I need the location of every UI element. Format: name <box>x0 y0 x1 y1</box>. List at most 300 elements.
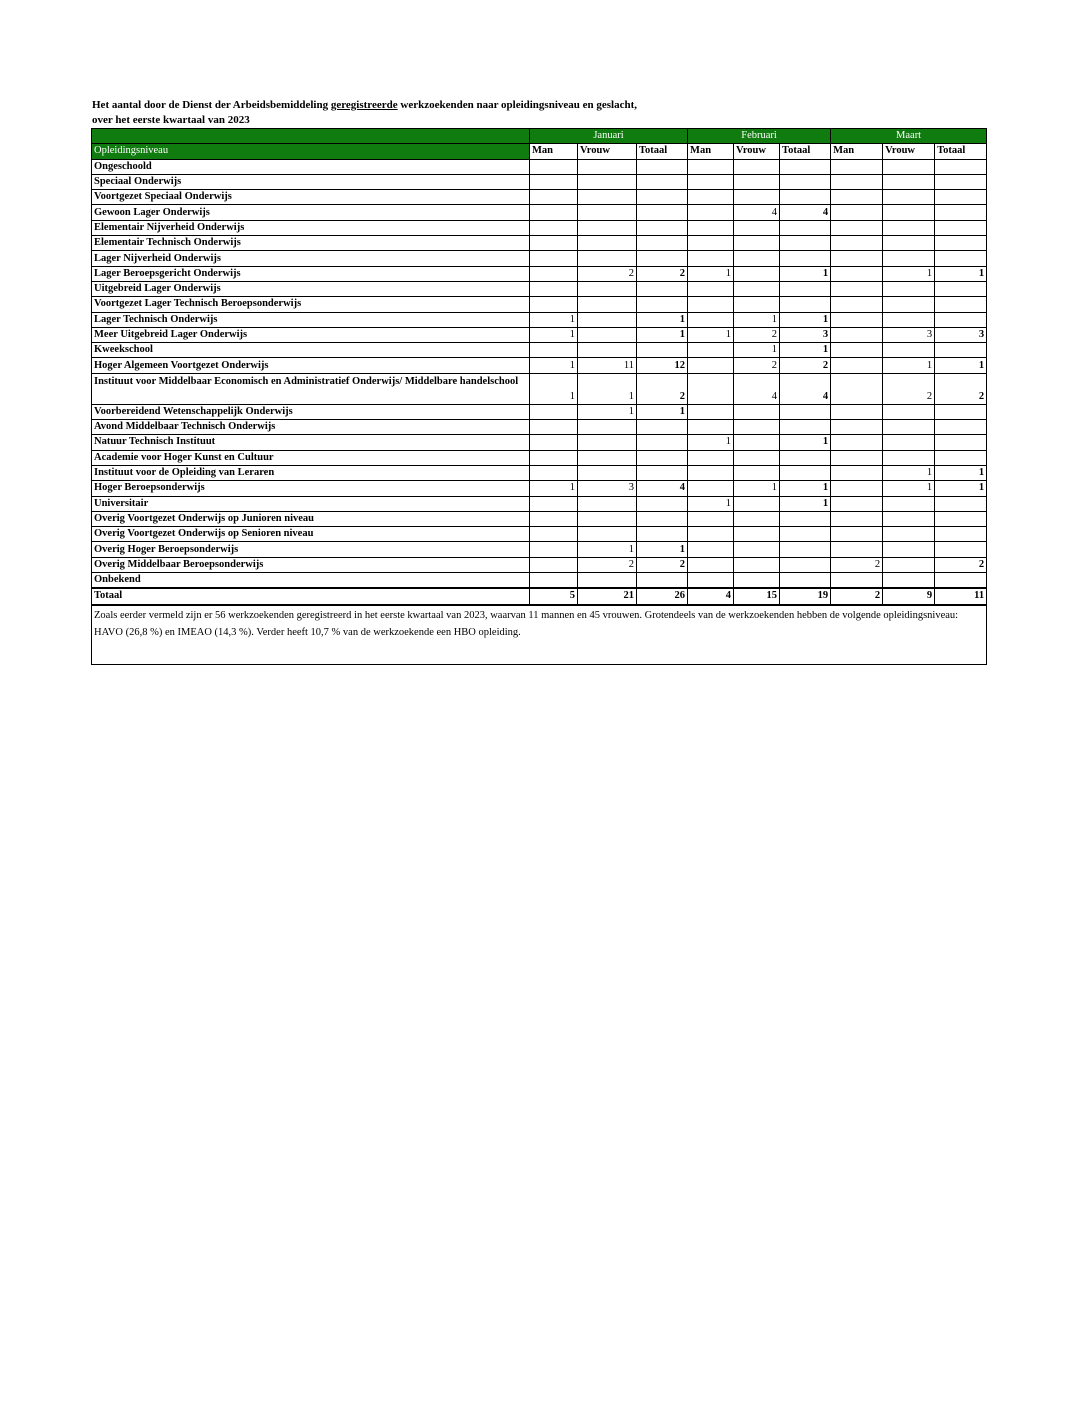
value-cell <box>530 527 578 542</box>
row-total-cell <box>637 159 688 174</box>
value-cell <box>688 542 734 557</box>
value-cell <box>831 190 883 205</box>
value-cell <box>831 343 883 358</box>
value-cell: 1 <box>530 373 578 404</box>
value-cell <box>688 527 734 542</box>
row-total-cell: 4 <box>637 481 688 496</box>
row-total-cell: 1 <box>780 496 831 511</box>
table-row <box>92 205 987 220</box>
row-total-cell: 4 <box>780 205 831 220</box>
row-total-cell <box>935 312 987 327</box>
row-total-cell <box>780 557 831 572</box>
row-total-cell: 1 <box>637 542 688 557</box>
value-cell <box>578 281 637 296</box>
header-row-months <box>92 129 987 144</box>
value-cell <box>578 465 637 480</box>
value-cell <box>530 343 578 358</box>
row-label: Overig Voortgezet Onderwijs op Junioren niveau <box>92 511 530 526</box>
row-total-cell <box>935 343 987 358</box>
value-cell: 1 <box>578 542 637 557</box>
row-total-cell <box>780 511 831 526</box>
row-total-cell <box>780 297 831 312</box>
summary-note: Zoals eerder vermeld zijn er 56 werkzoekenden geregistreerd in het eerste kwartaal van 2023, waarvan 11 mannen en 45 vrouwen. Grotendeels van de werkzoekenden hebben de volgende opleidingsniveau: HAVO (26,8 %) en IMEAO (14,3 %). Verder heeft 10,7 % van de werkzoekende een HBO opleiding. <box>92 605 987 665</box>
value-cell <box>530 557 578 572</box>
value-cell <box>883 236 935 251</box>
value-cell: 2 <box>578 266 637 281</box>
value-cell <box>883 251 935 266</box>
row-label: Lager Technisch Onderwijs <box>92 312 530 327</box>
row-total-cell <box>935 450 987 465</box>
value-cell <box>530 251 578 266</box>
table-row <box>92 404 987 419</box>
value-cell <box>578 251 637 266</box>
value-cell <box>734 527 780 542</box>
month-header-februari: Februari <box>688 129 831 144</box>
value-cell <box>883 190 935 205</box>
value-cell <box>734 297 780 312</box>
value-cell <box>688 557 734 572</box>
value-cell: 2 <box>734 327 780 342</box>
value-cell <box>734 557 780 572</box>
row-total-cell <box>780 404 831 419</box>
row-total-cell <box>637 205 688 220</box>
row-label: Elementair Nijverheid Onderwijs <box>92 220 530 235</box>
value-cell <box>734 573 780 589</box>
row-label: Hoger Algemeen Voortgezet Onderwijs <box>92 358 530 373</box>
row-label: Overig Middelbaar Beroepsonderwijs <box>92 557 530 572</box>
row-total-cell: 1 <box>780 312 831 327</box>
value-cell <box>688 236 734 251</box>
value-cell <box>883 511 935 526</box>
row-total-cell: 2 <box>935 557 987 572</box>
note-row <box>92 605 987 665</box>
value-cell <box>530 220 578 235</box>
row-total-cell <box>780 527 831 542</box>
row-total-cell <box>637 297 688 312</box>
value-cell <box>578 343 637 358</box>
row-label: Lager Nijverheid Onderwijs <box>92 251 530 266</box>
total-cell: 5 <box>530 588 578 604</box>
value-cell <box>530 190 578 205</box>
value-cell <box>883 159 935 174</box>
row-label: Uitgebreid Lager Onderwijs <box>92 281 530 296</box>
value-cell <box>883 205 935 220</box>
value-cell <box>831 281 883 296</box>
value-cell: 3 <box>578 481 637 496</box>
total-row <box>92 588 987 604</box>
value-cell: 1 <box>578 373 637 404</box>
row-total-cell <box>637 174 688 189</box>
row-total-cell <box>935 281 987 296</box>
value-cell <box>578 159 637 174</box>
subcol-man: Man <box>831 144 883 159</box>
value-cell <box>831 481 883 496</box>
row-total-cell: 1 <box>935 266 987 281</box>
value-cell <box>530 297 578 312</box>
value-cell <box>883 174 935 189</box>
value-cell <box>530 496 578 511</box>
row-total-cell: 2 <box>637 557 688 572</box>
row-total-cell <box>780 251 831 266</box>
subcol-vrouw: Vrouw <box>883 144 935 159</box>
value-cell <box>831 236 883 251</box>
value-cell <box>883 343 935 358</box>
value-cell <box>734 174 780 189</box>
value-cell <box>578 205 637 220</box>
row-total-cell <box>935 527 987 542</box>
row-total-cell <box>637 527 688 542</box>
row-total-cell <box>637 435 688 450</box>
value-cell <box>578 220 637 235</box>
table-row <box>92 358 987 373</box>
row-total-cell <box>780 174 831 189</box>
table-row <box>92 557 987 572</box>
value-cell <box>734 159 780 174</box>
table-row <box>92 450 987 465</box>
value-cell <box>688 373 734 404</box>
total-cell: 19 <box>780 588 831 604</box>
total-cell: 15 <box>734 588 780 604</box>
row-label: Voorbereidend Wetenschappelijk Onderwijs <box>92 404 530 419</box>
value-cell: 1 <box>530 312 578 327</box>
value-cell <box>734 496 780 511</box>
total-cell: 4 <box>688 588 734 604</box>
row-total-cell <box>780 573 831 589</box>
row-label: Voortgezet Speciaal Onderwijs <box>92 190 530 205</box>
table-row <box>92 435 987 450</box>
value-cell: 1 <box>530 327 578 342</box>
value-cell <box>831 297 883 312</box>
month-header-januari: Januari <box>530 129 688 144</box>
row-label: Avond Middelbaar Technisch Onderwijs <box>92 420 530 435</box>
total-label: Totaal <box>92 588 530 604</box>
row-total-cell: 1 <box>637 312 688 327</box>
row-total-cell <box>637 190 688 205</box>
row-label: Overig Voortgezet Onderwijs op Senioren niveau <box>92 527 530 542</box>
row-total-cell <box>637 573 688 589</box>
value-cell <box>734 511 780 526</box>
value-cell <box>530 450 578 465</box>
row-label: Universitair <box>92 496 530 511</box>
row-total-cell <box>935 251 987 266</box>
value-cell <box>578 450 637 465</box>
value-cell: 2 <box>578 557 637 572</box>
value-cell <box>578 312 637 327</box>
row-total-cell <box>935 542 987 557</box>
value-cell <box>734 220 780 235</box>
value-cell: 1 <box>530 481 578 496</box>
table-row <box>92 481 987 496</box>
value-cell <box>578 511 637 526</box>
value-cell <box>831 174 883 189</box>
value-cell <box>530 465 578 480</box>
subcol-vrouw: Vrouw <box>734 144 780 159</box>
row-label: Ongeschoold <box>92 159 530 174</box>
table-row <box>92 312 987 327</box>
row-total-cell: 1 <box>935 465 987 480</box>
value-cell <box>883 557 935 572</box>
value-cell <box>883 281 935 296</box>
row-total-cell <box>637 220 688 235</box>
row-total-cell: 1 <box>935 481 987 496</box>
report-title <box>92 98 637 112</box>
value-cell <box>831 542 883 557</box>
value-cell <box>831 159 883 174</box>
subcol-totaal: Totaal <box>637 144 688 159</box>
value-cell <box>831 358 883 373</box>
row-total-cell <box>637 450 688 465</box>
row-total-cell <box>780 159 831 174</box>
row-total-cell <box>780 220 831 235</box>
row-total-cell <box>780 450 831 465</box>
value-cell <box>530 236 578 251</box>
value-cell <box>831 404 883 419</box>
header-row-subcols <box>92 144 987 159</box>
value-cell <box>883 220 935 235</box>
value-cell <box>688 205 734 220</box>
value-cell <box>530 174 578 189</box>
value-cell <box>688 404 734 419</box>
value-cell: 1 <box>688 266 734 281</box>
value-cell: 1 <box>578 404 637 419</box>
value-cell <box>831 435 883 450</box>
row-label: Instituut voor de Opleiding van Leraren <box>92 465 530 480</box>
total-cell: 11 <box>935 588 987 604</box>
row-total-cell <box>935 159 987 174</box>
value-cell <box>688 220 734 235</box>
value-cell: 1 <box>883 266 935 281</box>
value-cell <box>734 251 780 266</box>
row-total-cell <box>780 236 831 251</box>
table-row <box>92 511 987 526</box>
value-cell: 4 <box>734 205 780 220</box>
value-cell <box>578 297 637 312</box>
value-cell <box>831 511 883 526</box>
value-cell <box>831 266 883 281</box>
value-cell: 11 <box>578 358 637 373</box>
row-total-cell <box>935 573 987 589</box>
row-label: Overig Hoger Beroepsonderwijs <box>92 542 530 557</box>
value-cell <box>831 465 883 480</box>
row-total-cell <box>935 220 987 235</box>
value-cell <box>831 527 883 542</box>
value-cell <box>734 465 780 480</box>
month-header-maart: Maart <box>831 129 987 144</box>
row-label: Voortgezet Lager Technisch Beroepsonderwijs <box>92 297 530 312</box>
row-label: Meer Uitgebreid Lager Onderwijs <box>92 327 530 342</box>
value-cell <box>530 573 578 589</box>
value-cell <box>831 312 883 327</box>
value-cell <box>578 435 637 450</box>
value-cell <box>530 404 578 419</box>
value-cell <box>831 220 883 235</box>
value-cell <box>578 496 637 511</box>
row-total-cell <box>935 496 987 511</box>
table-row <box>92 266 987 281</box>
row-total-cell <box>637 343 688 358</box>
value-cell <box>734 420 780 435</box>
table-row <box>92 527 987 542</box>
row-total-cell: 1 <box>935 358 987 373</box>
value-cell <box>734 281 780 296</box>
value-cell: 1 <box>688 327 734 342</box>
value-cell: 4 <box>734 373 780 404</box>
row-total-cell <box>935 511 987 526</box>
value-cell: 1 <box>688 496 734 511</box>
value-cell <box>831 251 883 266</box>
value-cell <box>530 435 578 450</box>
value-cell <box>883 404 935 419</box>
row-total-cell: 1 <box>780 435 831 450</box>
value-cell <box>688 190 734 205</box>
value-cell: 1 <box>734 312 780 327</box>
value-cell <box>734 450 780 465</box>
value-cell <box>831 450 883 465</box>
row-total-cell: 3 <box>935 327 987 342</box>
value-cell <box>688 420 734 435</box>
value-cell <box>734 190 780 205</box>
value-cell <box>831 327 883 342</box>
value-cell <box>530 205 578 220</box>
value-cell <box>734 236 780 251</box>
value-cell: 1 <box>734 343 780 358</box>
value-cell <box>883 420 935 435</box>
table-row <box>92 496 987 511</box>
value-cell <box>831 420 883 435</box>
row-total-cell <box>637 281 688 296</box>
value-cell <box>688 343 734 358</box>
row-total-cell <box>935 205 987 220</box>
total-cell: 26 <box>637 588 688 604</box>
value-cell <box>688 251 734 266</box>
value-cell <box>883 435 935 450</box>
row-total-cell: 1 <box>637 327 688 342</box>
table-row <box>92 373 987 404</box>
table-row <box>92 573 987 589</box>
value-cell <box>688 281 734 296</box>
table-row <box>92 542 987 557</box>
value-cell: 1 <box>883 358 935 373</box>
subcol-man: Man <box>530 144 578 159</box>
subcol-totaal: Totaal <box>780 144 831 159</box>
table-body <box>92 159 987 588</box>
value-cell <box>530 281 578 296</box>
total-cell: 2 <box>831 588 883 604</box>
row-total-cell <box>935 435 987 450</box>
table-row <box>92 343 987 358</box>
value-cell <box>883 573 935 589</box>
row-total-cell <box>935 297 987 312</box>
value-cell <box>831 573 883 589</box>
row-total-cell: 1 <box>780 481 831 496</box>
table-row <box>92 297 987 312</box>
value-cell <box>578 420 637 435</box>
subcol-man: Man <box>688 144 734 159</box>
subcol-totaal: Totaal <box>935 144 987 159</box>
row-label: Onbekend <box>92 573 530 589</box>
value-cell <box>578 327 637 342</box>
header-blank-cell <box>92 129 530 144</box>
row-total-cell <box>780 281 831 296</box>
row-total-cell <box>780 190 831 205</box>
table-row <box>92 159 987 174</box>
value-cell <box>734 266 780 281</box>
row-total-cell <box>637 236 688 251</box>
row-label: Lager Beroepsgericht Onderwijs <box>92 266 530 281</box>
title-part-3: werkzoekenden naar opleidingsniveau en geslacht, <box>397 99 638 111</box>
value-cell <box>688 511 734 526</box>
row-total-cell <box>637 420 688 435</box>
value-cell: 1 <box>883 465 935 480</box>
row-total-cell: 1 <box>637 404 688 419</box>
row-total-cell <box>935 174 987 189</box>
row-total-cell <box>780 465 831 480</box>
row-label: Gewoon Lager Onderwijs <box>92 205 530 220</box>
value-cell <box>883 542 935 557</box>
row-total-cell: 3 <box>780 327 831 342</box>
value-cell <box>688 297 734 312</box>
table-row <box>92 251 987 266</box>
table-row <box>92 174 987 189</box>
row-label: Natuur Technisch Instituut <box>92 435 530 450</box>
row-label: Hoger Beroepsonderwijs <box>92 481 530 496</box>
title-part-1: Het aantal door de Dienst der Arbeidsbemiddeling <box>92 99 331 111</box>
value-cell: 2 <box>883 373 935 404</box>
row-total-cell <box>637 511 688 526</box>
row-total-cell: 4 <box>780 373 831 404</box>
table-row <box>92 190 987 205</box>
row-total-cell: 12 <box>637 358 688 373</box>
value-cell: 3 <box>883 327 935 342</box>
education-table <box>91 128 987 665</box>
value-cell <box>688 312 734 327</box>
value-cell: 2 <box>831 557 883 572</box>
value-cell <box>578 527 637 542</box>
value-cell <box>688 573 734 589</box>
total-cell: 9 <box>883 588 935 604</box>
value-cell <box>578 174 637 189</box>
value-cell: 1 <box>883 481 935 496</box>
table-row <box>92 465 987 480</box>
row-total-cell: 2 <box>637 373 688 404</box>
column-header-opleidingsniveau: Opleidingsniveau <box>92 144 530 159</box>
row-label: Kweekschool <box>92 343 530 358</box>
row-total-cell: 1 <box>780 266 831 281</box>
value-cell <box>831 373 883 404</box>
table-row <box>92 236 987 251</box>
row-total-cell <box>637 251 688 266</box>
value-cell <box>530 420 578 435</box>
value-cell <box>688 465 734 480</box>
value-cell <box>688 174 734 189</box>
subcol-vrouw: Vrouw <box>578 144 637 159</box>
value-cell <box>530 511 578 526</box>
table-row <box>92 420 987 435</box>
value-cell <box>734 435 780 450</box>
total-cell: 21 <box>578 588 637 604</box>
report-subtitle: over het eerste kwartaal van 2023 <box>92 114 250 126</box>
row-label: Speciaal Onderwijs <box>92 174 530 189</box>
value-cell <box>883 312 935 327</box>
value-cell <box>734 542 780 557</box>
row-total-cell: 2 <box>935 373 987 404</box>
row-total-cell: 2 <box>780 358 831 373</box>
row-label: Instituut voor Middelbaar Economisch en Administratief Onderwijs/ Middelbare handelschool <box>92 373 530 404</box>
value-cell: 1 <box>530 358 578 373</box>
value-cell <box>578 190 637 205</box>
value-cell <box>688 159 734 174</box>
value-cell <box>883 450 935 465</box>
